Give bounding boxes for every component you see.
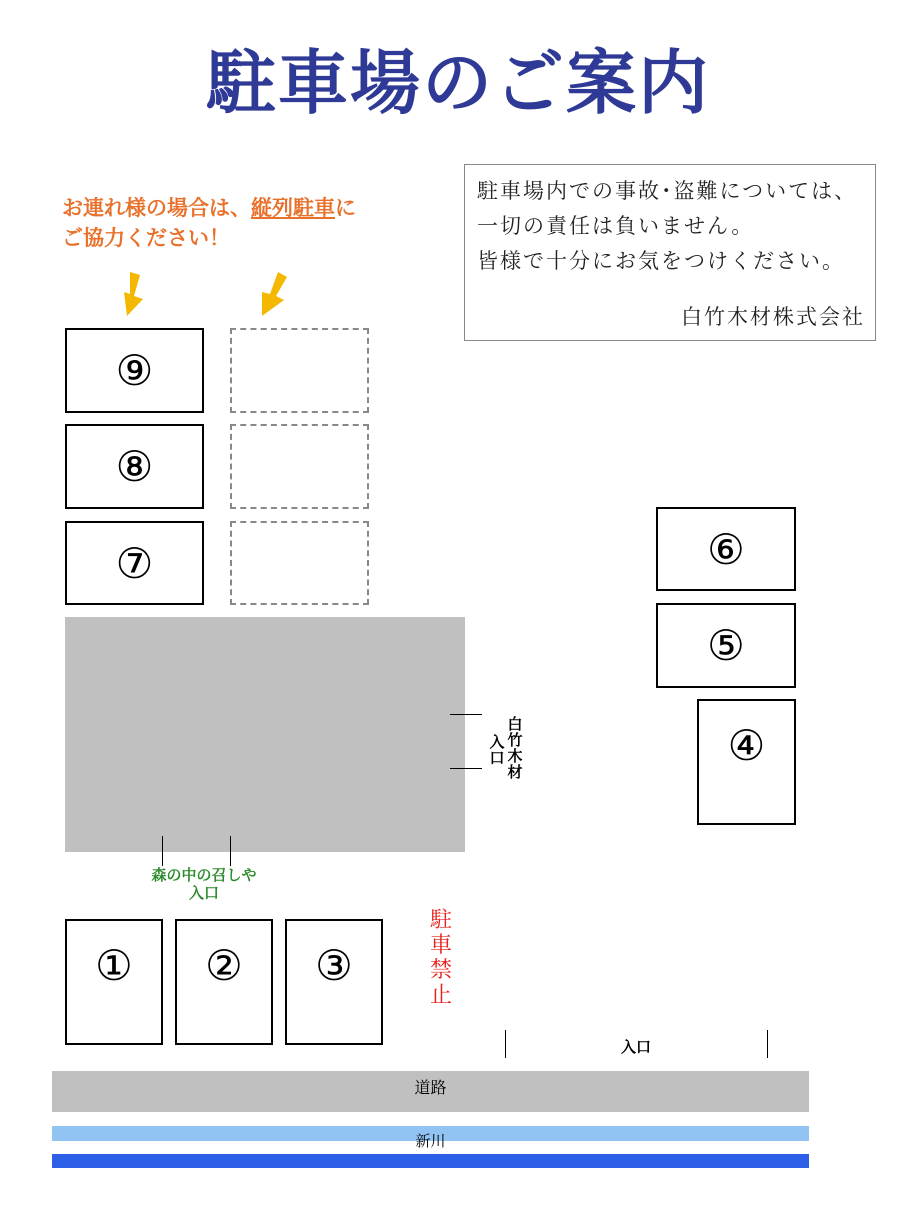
restaurant-entrance-label [128,866,280,902]
label-char: 白 [507,715,523,733]
space-number: ④ [727,721,766,770]
label-char: 止 [429,983,452,1008]
space-number: ⑦ [115,538,154,588]
space-number: ③ [315,941,353,990]
company-name: 白竹木材株式会社 [681,305,865,329]
entrance-marker [450,768,482,769]
tandem-space [230,521,369,605]
tandem-prefix: お連れ様の場合は、 [62,196,251,220]
entrance-marker [230,836,231,866]
restaurant-name: 森の中の召しや [151,866,257,884]
label-char: 禁 [429,958,452,983]
space-number: ① [95,941,133,990]
tandem-space [230,328,369,413]
parking-space-1 [65,919,163,1045]
label-char: 入 [489,733,505,751]
parking-space-8 [65,424,204,509]
road: 道路 [52,1071,809,1112]
shiratake-entrance-label [489,734,505,766]
space-number: ② [205,941,243,990]
label-char: 車 [429,933,452,958]
space-number: ⑨ [115,346,154,395]
label-char: 木 [507,747,523,765]
notice-line-1: 駐車場内での事故･盗難については、 [477,179,858,203]
label-char: 口 [489,749,505,767]
page-title: 駐車場のご案内 [206,42,710,124]
parking-space-7 [65,521,204,605]
parking-space-5 [656,603,796,688]
notice-box [464,164,876,341]
shiratake-name-label [507,716,523,780]
arrow-down-left-icon [258,272,288,316]
tandem-line-2: ご協力ください！ [62,226,230,250]
parking-space-4 [697,699,796,825]
label-char: 駐 [429,908,452,933]
tandem-suffix: に [335,196,356,220]
tandem-line-1 [62,193,356,223]
notice-line-3: 皆様で十分にお気をつけください。 [477,249,845,273]
entrance-marker [450,714,482,715]
river-label: 新川 [415,1132,446,1150]
no-parking-label [428,908,454,1008]
tandem-parking-notice [62,193,356,253]
restaurant-entrance-text: 入口 [188,884,219,902]
notice-line-2: 一切の責任は負いません。 [477,214,755,238]
parking-space-2 [175,919,273,1045]
river-band-dark [52,1154,809,1168]
entrance-marker [162,836,163,866]
arrow-down-left-icon [122,272,152,316]
label-char: 竹 [507,731,523,749]
lot-entrance-label: 入口 [620,1038,651,1056]
building [65,617,465,852]
parking-space-9 [65,328,204,413]
tandem-underlined: 縦列駐車 [251,196,335,220]
entrance-marker [767,1030,768,1058]
space-number: ⑥ [707,524,745,574]
tandem-space [230,424,369,509]
parking-space-3 [285,919,383,1045]
space-number: ⑤ [707,621,745,670]
space-number: ⑧ [115,442,154,491]
label-char: 材 [507,763,523,781]
parking-space-6 [656,507,796,591]
